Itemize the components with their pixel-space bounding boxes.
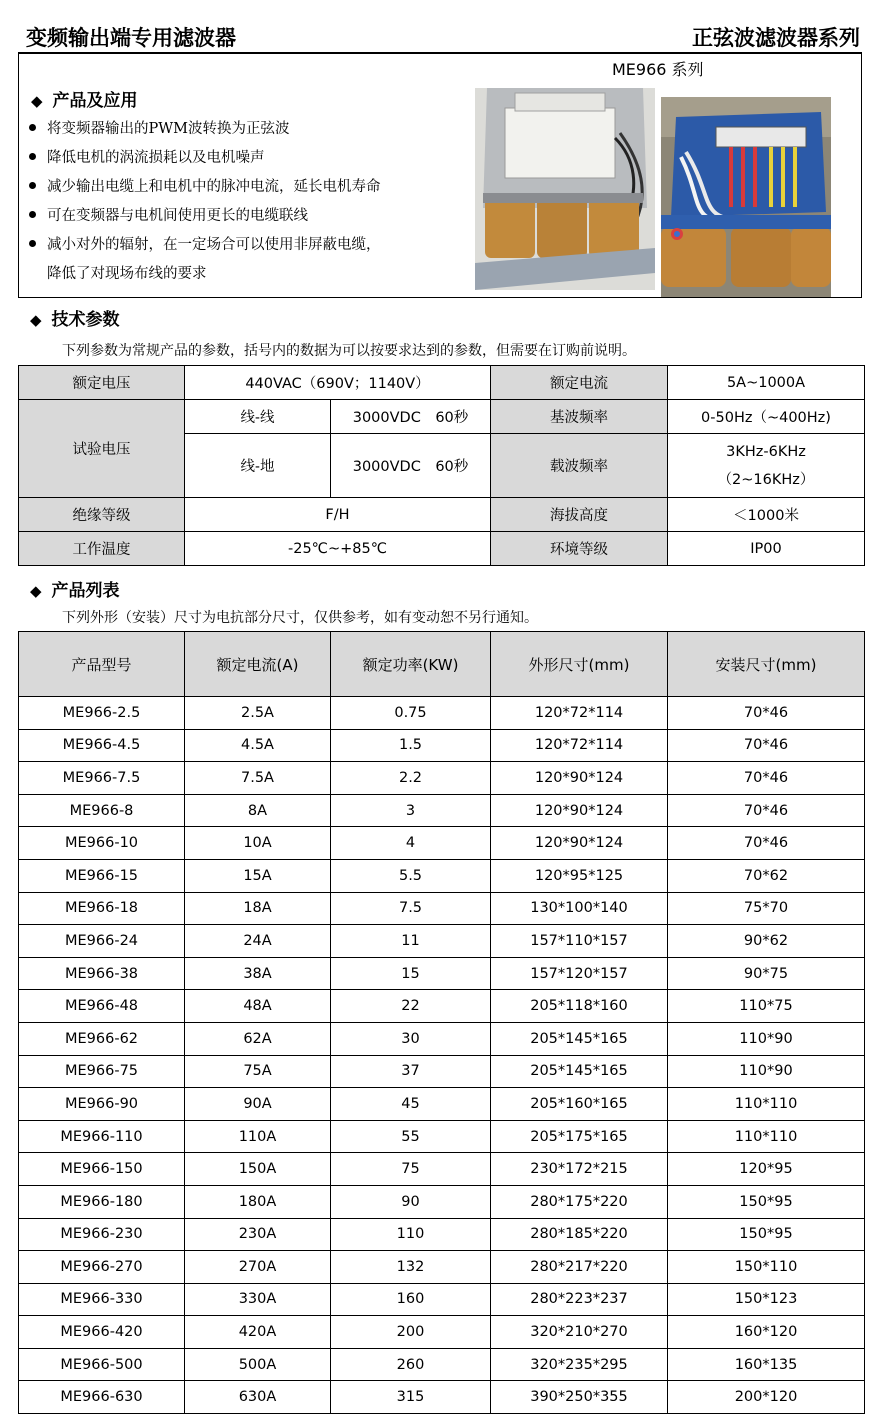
tech-params-title — [30, 305, 120, 330]
mounting-cell: 70*46 — [668, 827, 865, 860]
current-cell: 62A — [185, 1022, 331, 1055]
power-cell: 160 — [331, 1283, 491, 1316]
power-cell: 5.5 — [331, 859, 491, 892]
line-line-label: 线-线 — [185, 400, 331, 434]
product-list-table — [18, 631, 865, 1414]
bullet-text: 减少输出电缆上和电机中的脉冲电流，延长电机寿命 — [47, 179, 381, 195]
bullet-dot-icon — [29, 182, 36, 189]
rated-voltage-label: 额定电压 — [19, 366, 185, 400]
list-item — [29, 202, 381, 231]
rated-current-value: 5A~1000A — [668, 366, 865, 400]
line-line-value: 3000VDC 60秒 — [331, 400, 491, 434]
dimensions-cell: 280*175*220 — [491, 1185, 668, 1218]
model-cell: ME966-8 — [19, 794, 185, 827]
column-header-model: 产品型号 — [19, 632, 185, 697]
model-cell: ME966-110 — [19, 1120, 185, 1153]
table-row — [19, 1381, 865, 1414]
model-cell: ME966-500 — [19, 1348, 185, 1381]
model-cell: ME966-4.5 — [19, 729, 185, 762]
list-item — [29, 231, 381, 260]
power-cell: 4 — [331, 827, 491, 860]
table-row — [19, 1316, 865, 1349]
table-row — [19, 762, 865, 795]
current-cell: 38A — [185, 957, 331, 990]
power-cell: 15 — [331, 957, 491, 990]
mounting-cell: 70*46 — [668, 794, 865, 827]
table-row — [19, 697, 865, 730]
dimensions-cell: 120*95*125 — [491, 859, 668, 892]
model-cell: ME966-630 — [19, 1381, 185, 1414]
model-cell: ME966-62 — [19, 1022, 185, 1055]
current-cell: 330A — [185, 1283, 331, 1316]
series-label: ME966 系列 — [612, 60, 704, 79]
power-cell: 11 — [331, 925, 491, 958]
column-header-power: 额定功率(KW) — [331, 632, 491, 697]
applications-title — [31, 86, 138, 111]
product-list-body — [19, 697, 865, 1414]
line-ground-label: 线-地 — [185, 434, 331, 498]
dimensions-cell: 120*90*124 — [491, 762, 668, 795]
applications-title-text: 产品及应用 — [52, 91, 138, 111]
dimensions-cell: 280*223*237 — [491, 1283, 668, 1316]
dimensions-cell: 120*72*114 — [491, 729, 668, 762]
current-cell: 500A — [185, 1348, 331, 1381]
mounting-cell: 150*95 — [668, 1185, 865, 1218]
bullet-text: 减小对外的辐射，在一定场合可以使用非屏蔽电缆， — [47, 237, 381, 253]
table-header-row — [19, 632, 865, 697]
mounting-cell: 110*110 — [668, 1120, 865, 1153]
table-row — [19, 1088, 865, 1121]
insulation-value: F/H — [185, 498, 491, 532]
diamond-icon: ◆ — [30, 311, 42, 329]
bullet-dot-icon — [29, 211, 36, 218]
dimensions-cell: 205*175*165 — [491, 1120, 668, 1153]
carrier-freq-label: 载波频率 — [491, 434, 668, 498]
current-cell: 90A — [185, 1088, 331, 1121]
table-row — [19, 859, 865, 892]
tech-params-title-text: 技术参数 — [51, 310, 120, 330]
table-row — [19, 925, 865, 958]
applications-list — [29, 115, 381, 289]
model-cell: ME966-7.5 — [19, 762, 185, 795]
header-left-title: 变频输出端专用滤波器 — [26, 25, 236, 50]
table-row — [19, 990, 865, 1023]
power-cell: 7.5 — [331, 892, 491, 925]
bullet-dot-icon — [29, 240, 36, 247]
model-cell: ME966-420 — [19, 1316, 185, 1349]
rated-voltage-value: 440VAC（690V；1140V） — [185, 366, 491, 400]
carrier-freq-value — [668, 434, 865, 498]
bullet-dot-icon — [29, 124, 36, 131]
current-cell: 18A — [185, 892, 331, 925]
column-header-current: 额定电流(A) — [185, 632, 331, 697]
fundamental-freq-label: 基波频率 — [491, 400, 668, 434]
diamond-icon: ◆ — [31, 92, 43, 110]
test-voltage-label: 试验电压 — [19, 400, 185, 498]
table-row — [19, 892, 865, 925]
power-cell: 1.5 — [331, 729, 491, 762]
carrier-freq-line-2: （2~16KHz） — [717, 471, 815, 488]
mounting-cell: 150*95 — [668, 1218, 865, 1251]
dimensions-cell: 120*90*124 — [491, 827, 668, 860]
rated-current-label: 额定电流 — [491, 366, 668, 400]
power-cell: 55 — [331, 1120, 491, 1153]
column-header-mounting: 安装尺寸(mm) — [668, 632, 865, 697]
mounting-cell: 110*75 — [668, 990, 865, 1023]
fundamental-freq-value: 0-50Hz（~400Hz) — [668, 400, 865, 434]
model-cell: ME966-15 — [19, 859, 185, 892]
table-row — [19, 1251, 865, 1284]
bullet-text: 将变频器输出的PWM波转换为正弦波 — [47, 121, 290, 137]
model-cell: ME966-24 — [19, 925, 185, 958]
current-cell: 180A — [185, 1185, 331, 1218]
mounting-cell: 200*120 — [668, 1381, 865, 1414]
tech-params-table — [18, 365, 865, 566]
power-cell: 132 — [331, 1251, 491, 1284]
environment-label: 环境等级 — [491, 532, 668, 566]
mounting-cell: 160*135 — [668, 1348, 865, 1381]
dimensions-cell: 280*185*220 — [491, 1218, 668, 1251]
mounting-cell: 110*90 — [668, 1055, 865, 1088]
dimensions-cell: 320*210*270 — [491, 1316, 668, 1349]
dimensions-cell: 205*118*160 — [491, 990, 668, 1023]
model-cell: ME966-75 — [19, 1055, 185, 1088]
dimensions-cell: 157*110*157 — [491, 925, 668, 958]
model-cell: ME966-330 — [19, 1283, 185, 1316]
insulation-label: 绝缘等级 — [19, 498, 185, 532]
mounting-cell: 70*46 — [668, 762, 865, 795]
power-cell: 260 — [331, 1348, 491, 1381]
bullet-dot-icon — [29, 153, 36, 160]
power-cell: 30 — [331, 1022, 491, 1055]
diamond-icon: ◆ — [30, 582, 42, 600]
model-cell: ME966-48 — [19, 990, 185, 1023]
list-item — [29, 115, 381, 144]
current-cell: 110A — [185, 1120, 331, 1153]
list-item — [29, 173, 381, 202]
power-cell: 315 — [331, 1381, 491, 1414]
table-row — [19, 1153, 865, 1186]
mounting-cell: 150*110 — [668, 1251, 865, 1284]
table-row — [19, 498, 865, 532]
mounting-cell: 160*120 — [668, 1316, 865, 1349]
mounting-cell: 110*110 — [668, 1088, 865, 1121]
current-cell: 24A — [185, 925, 331, 958]
power-cell: 2.2 — [331, 762, 491, 795]
product-list-note: 下列外形（安装）尺寸为电抗部分尺寸，仅供参考，如有变动恕不另行通知。 — [62, 610, 538, 626]
mounting-cell: 110*90 — [668, 1022, 865, 1055]
table-row — [19, 1218, 865, 1251]
table-row — [19, 1185, 865, 1218]
current-cell: 48A — [185, 990, 331, 1023]
product-list-title-text: 产品列表 — [51, 581, 120, 601]
temperature-label: 工作温度 — [19, 532, 185, 566]
power-cell: 45 — [331, 1088, 491, 1121]
mounting-cell: 150*123 — [668, 1283, 865, 1316]
bullet-text: 降低了对现场布线的要求 — [47, 266, 207, 282]
carrier-freq-line-1: 3KHz-6KHz — [726, 443, 806, 460]
power-cell: 0.75 — [331, 697, 491, 730]
current-cell: 15A — [185, 859, 331, 892]
table-row — [19, 366, 865, 400]
power-cell: 22 — [331, 990, 491, 1023]
environment-value: IP00 — [668, 532, 865, 566]
dimensions-cell: 280*217*220 — [491, 1251, 668, 1284]
header-right-title: 正弦波滤波器系列 — [692, 25, 860, 50]
current-cell: 75A — [185, 1055, 331, 1088]
current-cell: 4.5A — [185, 729, 331, 762]
power-cell: 110 — [331, 1218, 491, 1251]
table-row — [19, 729, 865, 762]
dimensions-cell: 130*100*140 — [491, 892, 668, 925]
dimensions-cell: 120*72*114 — [491, 697, 668, 730]
table-row — [19, 827, 865, 860]
current-cell: 230A — [185, 1218, 331, 1251]
current-cell: 150A — [185, 1153, 331, 1186]
bullet-text: 可在变频器与电机间使用更长的电缆联线 — [47, 208, 308, 224]
list-item-continuation — [29, 260, 381, 289]
model-cell: ME966-38 — [19, 957, 185, 990]
mounting-cell: 70*62 — [668, 859, 865, 892]
current-cell: 420A — [185, 1316, 331, 1349]
table-row — [19, 400, 865, 434]
mounting-cell: 90*62 — [668, 925, 865, 958]
product-photo-filter-cover — [475, 88, 655, 290]
list-item — [29, 144, 381, 173]
model-cell: ME966-2.5 — [19, 697, 185, 730]
current-cell: 2.5A — [185, 697, 331, 730]
current-cell: 8A — [185, 794, 331, 827]
line-ground-value: 3000VDC 60秒 — [331, 434, 491, 498]
table-row — [19, 532, 865, 566]
current-cell: 7.5A — [185, 762, 331, 795]
dimensions-cell: 230*172*215 — [491, 1153, 668, 1186]
current-cell: 630A — [185, 1381, 331, 1414]
model-cell: ME966-10 — [19, 827, 185, 860]
table-row — [19, 1348, 865, 1381]
power-cell: 75 — [331, 1153, 491, 1186]
power-cell: 37 — [331, 1055, 491, 1088]
bullet-text: 降低电机的涡流损耗以及电机噪声 — [47, 150, 265, 166]
power-cell: 200 — [331, 1316, 491, 1349]
mounting-cell: 90*75 — [668, 957, 865, 990]
table-row — [19, 794, 865, 827]
mounting-cell: 70*46 — [668, 697, 865, 730]
mounting-cell: 70*46 — [668, 729, 865, 762]
model-cell: ME966-230 — [19, 1218, 185, 1251]
tech-params-note: 下列参数为常规产品的参数，括号内的数据为可以按要求达到的参数，但需要在订购前说明。 — [62, 343, 636, 359]
dimensions-cell: 120*90*124 — [491, 794, 668, 827]
altitude-label: 海拔高度 — [491, 498, 668, 532]
table-row — [19, 1120, 865, 1153]
mounting-cell: 75*70 — [668, 892, 865, 925]
table-row — [19, 1055, 865, 1088]
dimensions-cell: 157*120*157 — [491, 957, 668, 990]
dimensions-cell: 205*160*165 — [491, 1088, 668, 1121]
dimensions-cell: 390*250*355 — [491, 1381, 668, 1414]
model-cell: ME966-180 — [19, 1185, 185, 1218]
model-cell: ME966-270 — [19, 1251, 185, 1284]
power-cell: 90 — [331, 1185, 491, 1218]
dimensions-cell: 205*145*165 — [491, 1022, 668, 1055]
dimensions-cell: 205*145*165 — [491, 1055, 668, 1088]
column-header-dimensions: 外形尺寸(mm) — [491, 632, 668, 697]
product-list-title — [30, 576, 120, 601]
model-cell: ME966-18 — [19, 892, 185, 925]
current-cell: 270A — [185, 1251, 331, 1284]
current-cell: 10A — [185, 827, 331, 860]
table-row — [19, 957, 865, 990]
mounting-cell: 120*95 — [668, 1153, 865, 1186]
model-cell: ME966-90 — [19, 1088, 185, 1121]
table-row — [19, 1283, 865, 1316]
page-header — [18, 20, 862, 54]
dimensions-cell: 320*235*295 — [491, 1348, 668, 1381]
intro-box — [18, 54, 862, 298]
temperature-value: -25℃~+85℃ — [185, 532, 491, 566]
product-photo-filter-blue — [661, 97, 831, 297]
model-cell: ME966-150 — [19, 1153, 185, 1186]
altitude-value: ＜1000米 — [668, 498, 865, 532]
power-cell: 3 — [331, 794, 491, 827]
table-row — [19, 1022, 865, 1055]
